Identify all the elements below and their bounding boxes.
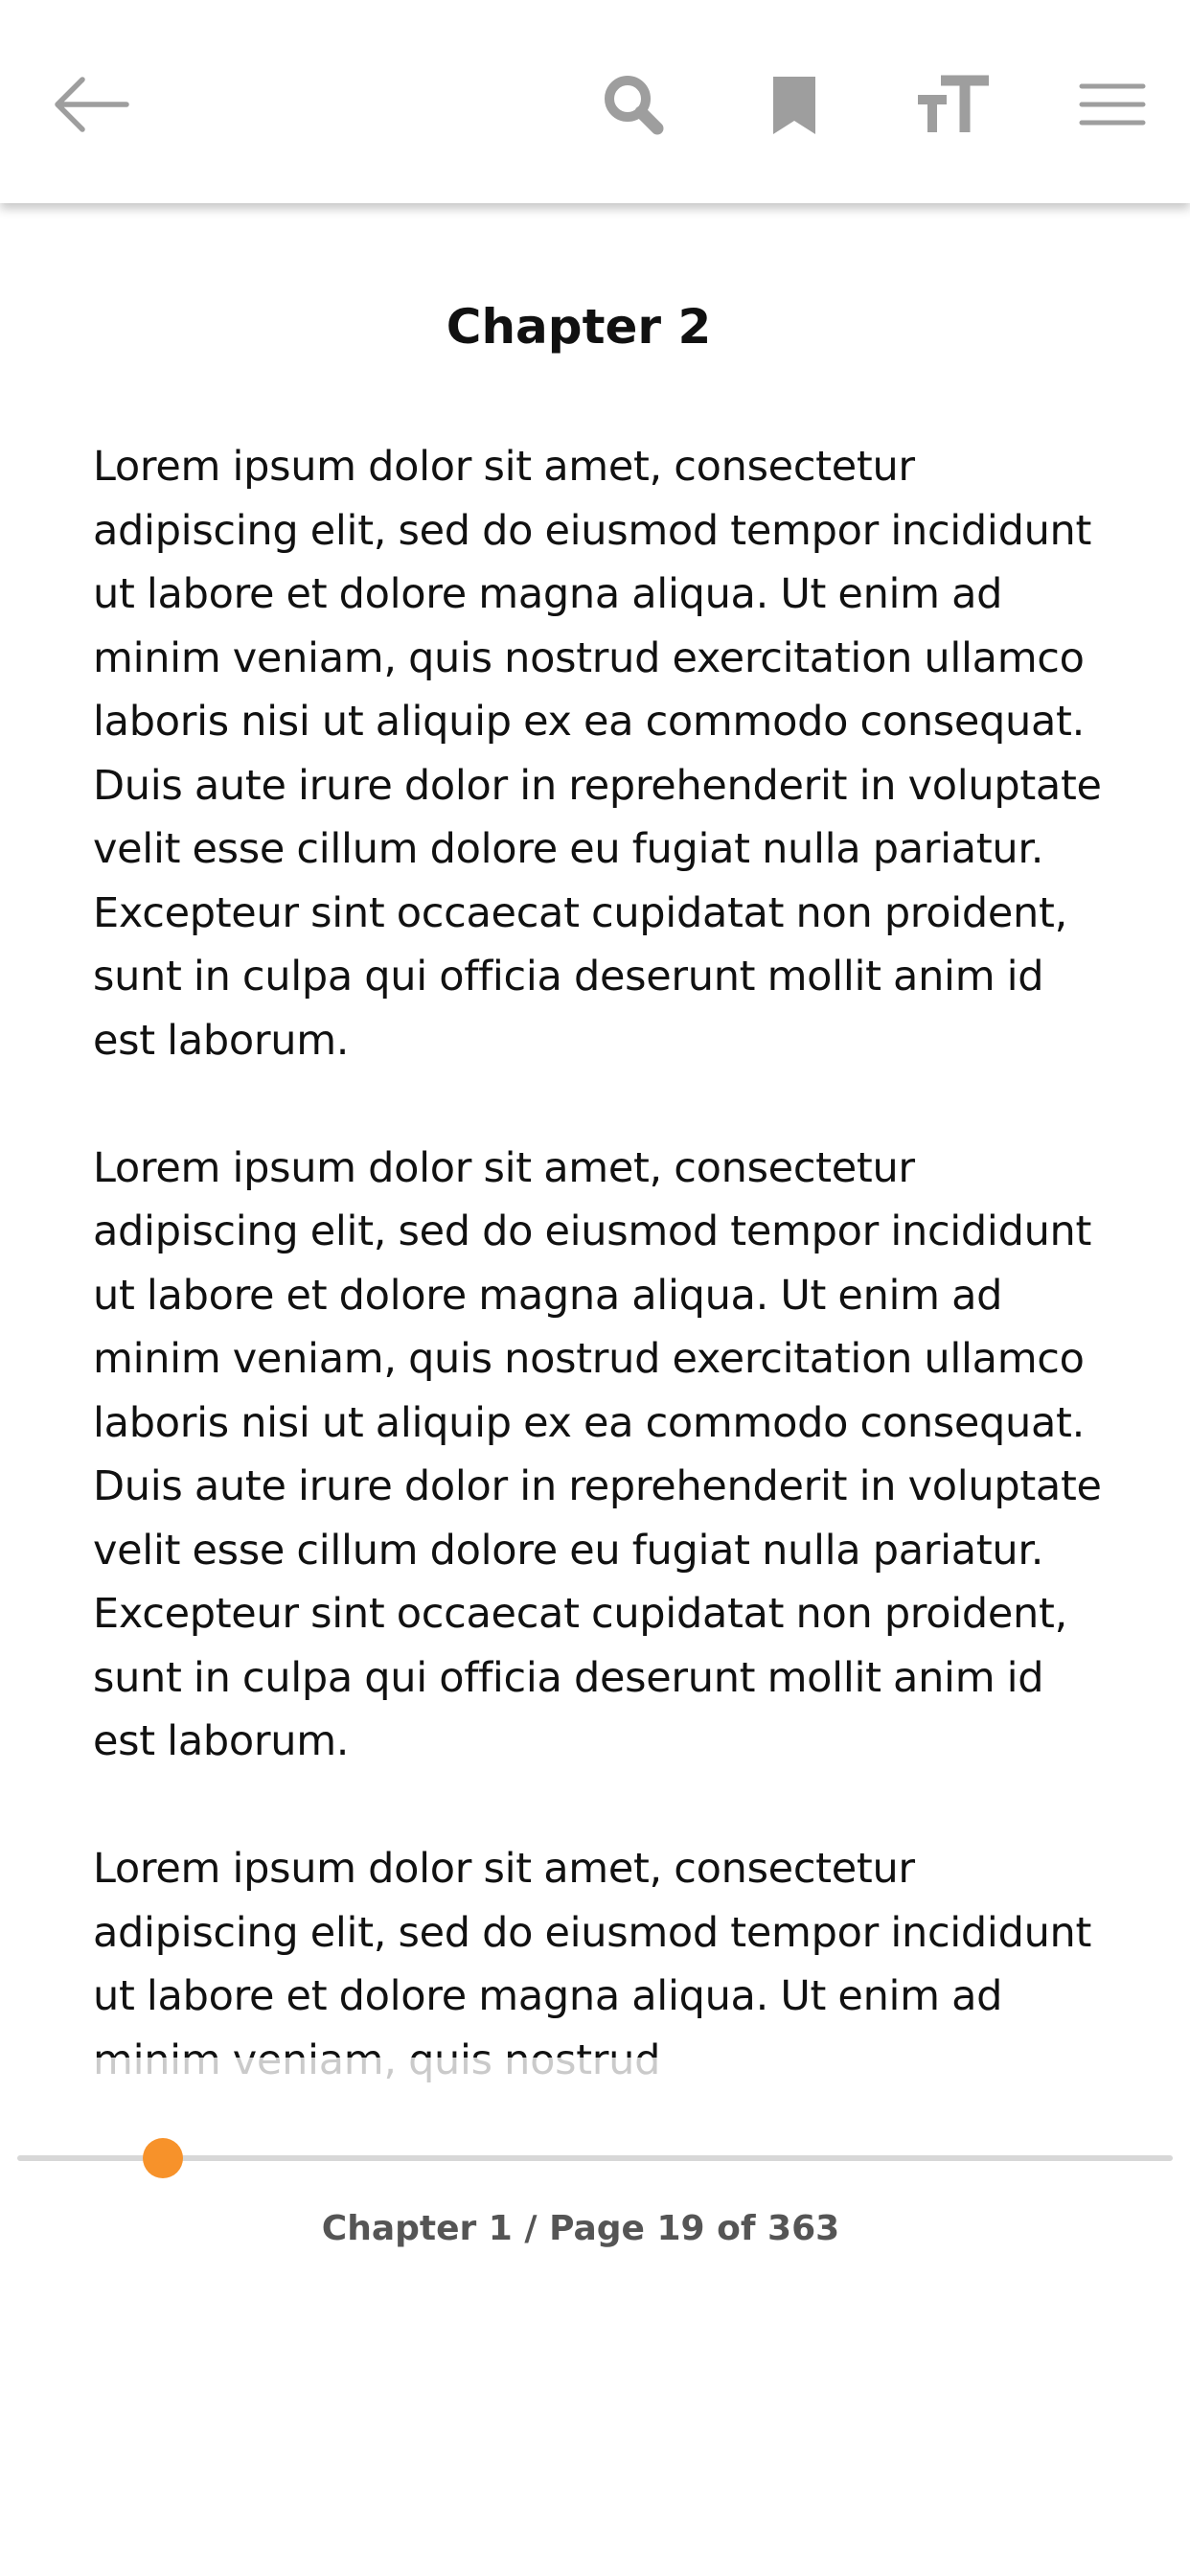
chapter-title: Chapter 2 <box>446 299 712 355</box>
paragraph: Lorem ipsum dolor sit amet, consectetur adipiscing elit, sed do eiusmod tempor incididunt ut labore et dolore magna aliqua. Ut enim ad <box>93 1845 1092 2020</box>
search-button[interactable] <box>590 61 676 148</box>
font-size-button[interactable] <box>910 61 996 148</box>
back-arrow-icon <box>48 61 134 148</box>
menu-icon <box>1069 61 1156 148</box>
back-button[interactable] <box>48 61 134 148</box>
paragraph: Lorem ipsum dolor sit amet, consectetur adipiscing elit, sed do eiusmod tempor incididunt ut labore et dolore magna aliqua. Ut enim ad minim veniam, quis nostrud exercitation ullamco laboris nisi ut aliquip ex ea commodo consequat. Duis aute irure dolor in reprehenderit in voluptate velit esse cillum dolore eu fugiat nulla pariatur. Excepteur sint occaecat cupidatat non proident, sunt in culpa qui officia deserunt mollit anim id est laborum. <box>93 443 1102 1065</box>
reader-page[interactable] <box>0 203 1190 2158</box>
page-indicator: Chapter 1 / Page 19 of 363 <box>321 2209 840 2248</box>
chapter-body <box>93 435 1109 2156</box>
top-toolbar <box>0 0 1190 203</box>
bookmark-button[interactable] <box>751 61 837 148</box>
reading-progress-slider[interactable] <box>17 2155 1173 2161</box>
text-fade-overlay <box>0 2058 1190 2158</box>
menu-button[interactable] <box>1069 61 1156 148</box>
search-icon <box>590 61 676 148</box>
bookmark-icon <box>751 61 837 148</box>
progress-thumb[interactable] <box>143 2138 183 2178</box>
paragraph: Lorem ipsum dolor sit amet, consectetur adipiscing elit, sed do eiusmod tempor incididunt ut labore et dolore magna aliqua. Ut enim ad minim veniam, quis nostrud exercitation ullamco laboris nisi ut aliquip ex ea commodo consequat. Duis aute irure dolor in reprehenderit in voluptate velit esse cillum dolore eu fugiat nulla pariatur. Excepteur sint occaecat cupidatat non proident, sunt in culpa qui officia deserunt mollit anim id est laborum. <box>93 1143 1102 1765</box>
font-size-icon <box>910 61 996 148</box>
